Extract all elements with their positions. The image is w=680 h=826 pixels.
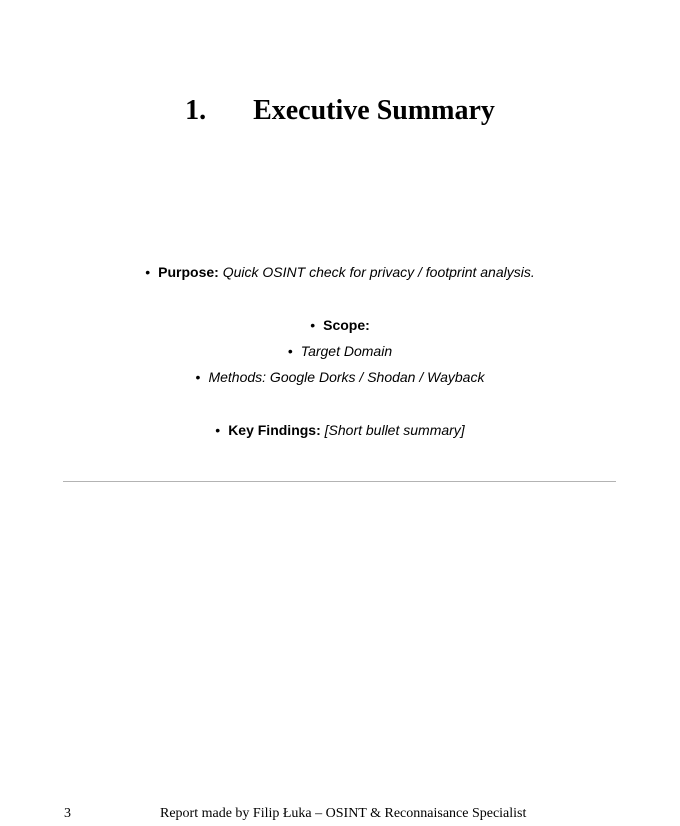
list-item-methods: [0, 367, 680, 387]
findings-label: Key Findings:: [228, 422, 321, 438]
list-item-purpose: [0, 262, 680, 282]
scope-label: Scope:: [323, 317, 370, 333]
page-number: 3: [64, 806, 71, 821]
scope-methods: Methods: Google Dorks / Shodan / Wayback: [208, 369, 485, 385]
bullet-marker: •: [195, 369, 201, 385]
bullet-marker: •: [145, 264, 151, 280]
page-footer: [0, 804, 680, 824]
scope-target-domain: Target Domain: [300, 343, 393, 359]
bullet-marker: •: [287, 343, 293, 359]
list-item-scope: [0, 315, 680, 335]
section-title: Executive Summary: [253, 95, 495, 126]
section-heading: [0, 92, 680, 130]
footer-credit: Report made by Filip Łuka – OSINT & Reconnaisance Specialist: [160, 806, 527, 821]
purpose-label: Purpose:: [158, 264, 219, 280]
list-item-target-domain: [0, 341, 680, 361]
bullet-marker: •: [215, 422, 221, 438]
list-item-key-findings: [0, 420, 680, 440]
section-number: 1.: [185, 95, 207, 126]
findings-value: [Short bullet summary]: [324, 422, 465, 438]
purpose-value: Quick OSINT check for privacy / footprint analysis.: [222, 264, 535, 280]
bullet-marker: •: [310, 317, 316, 333]
horizontal-divider: [63, 481, 616, 482]
